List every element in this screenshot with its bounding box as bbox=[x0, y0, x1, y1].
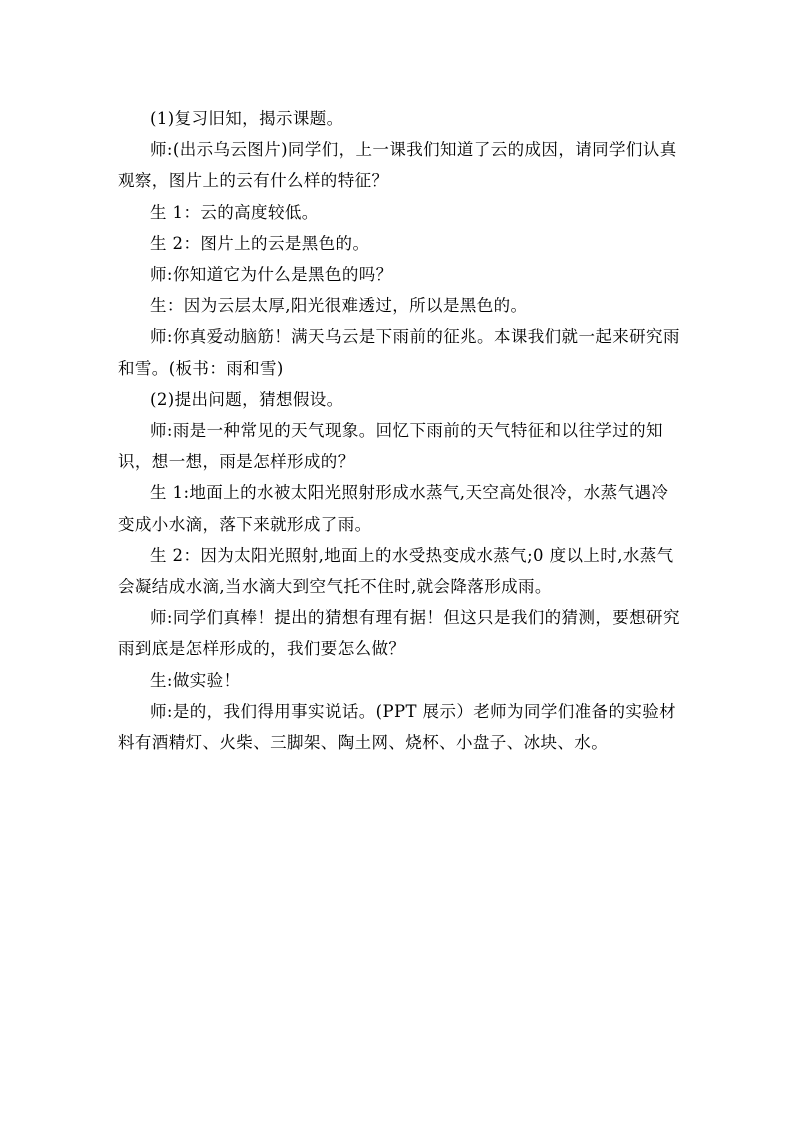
paragraph-teacher-question: 师:(出示乌云图片)同学们，上一课我们知道了云的成因，请同学们认真观察，图片上的云有什么样的特征？ bbox=[118, 140, 677, 191]
paragraph-student-experiment: 生:做实验！ bbox=[150, 670, 241, 690]
paragraph-student-2-answer: 生 2：图片上的云是黑色的。 bbox=[150, 233, 370, 253]
paragraph-student-1-answer: 生 1：云的高度较低。 bbox=[150, 202, 319, 222]
paragraph-student-reason: 生：因为云层太厚,阳光很难透过，所以是黑色的。 bbox=[150, 296, 528, 316]
paragraph-teacher-why: 师:你知道它为什么是黑色的吗？ bbox=[150, 265, 393, 285]
paragraph-teacher-materials: 师:是的，我们得用事实说话。(PPT 展示）老师为同学们准备的实验材料有酒精灯、火柴、三脚架、陶土网、烧杯、小盘子、冰块、水。 bbox=[118, 701, 677, 753]
paragraph-hypothesis-heading: (2)提出问题，猜想假设。 bbox=[150, 389, 344, 409]
paragraph-review-heading: (1)复习旧知，揭示课题。 bbox=[150, 109, 344, 128]
paragraph-teacher-praise: 师:同学们真棒！提出的猜想有理有据！但这只是我们的猜测，要想研究雨到底是怎样形成的，我们要怎么做？ bbox=[118, 608, 680, 659]
document-body bbox=[118, 103, 684, 758]
paragraph-student-1-hypothesis: 生 1:地面上的水被太阳光照射形成水蒸气,天空高处很冷，水蒸气遇冷变成小水滴，落下来就形成了雨。 bbox=[118, 483, 669, 534]
paragraph-student-2-hypothesis: 生 2：因为太阳光照射,地面上的水受热变成水蒸气;0 度以上时,水蒸气会凝结成水滴,当水滴大到空气托不住时,就会降落形成雨。 bbox=[118, 545, 674, 597]
paragraph-teacher-rain-question: 师:雨是一种常见的天气现象。回忆下雨前的天气特征和以往学过的知识，想一想，雨是怎样形成的？ bbox=[118, 421, 663, 472]
paragraph-teacher-intro-topic: 师:你真爱动脑筋！满天乌云是下雨前的征兆。本课我们就一起来研究雨和雪。(板书：雨和雪) bbox=[118, 327, 680, 378]
